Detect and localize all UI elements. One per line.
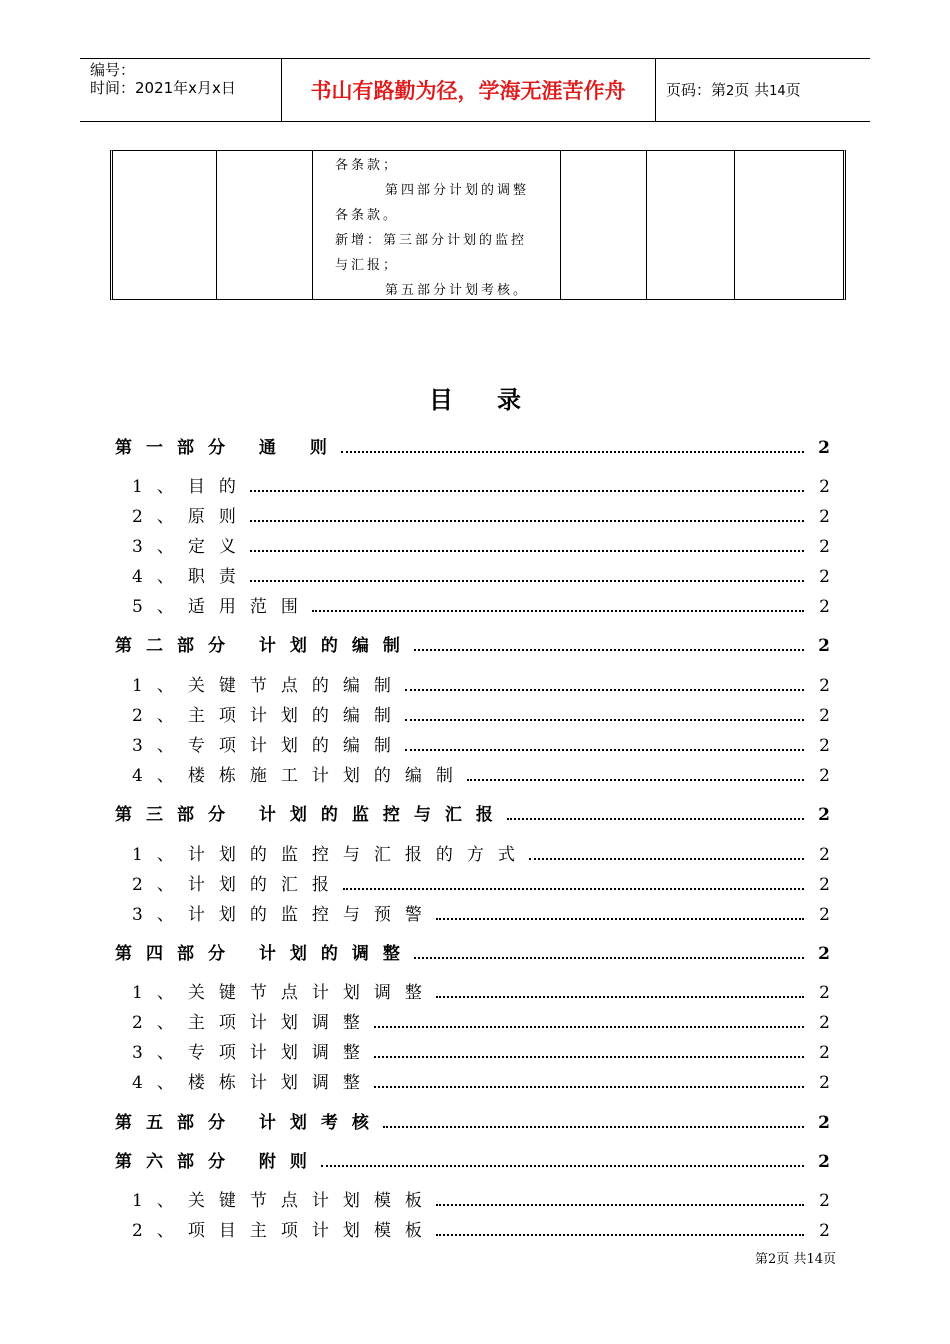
- toc-entry[interactable]: [115, 1039, 830, 1063]
- toc-leader: [467, 778, 804, 781]
- toc-entry-page: 2: [818, 636, 830, 656]
- toc-entry-part[interactable]: [115, 1109, 830, 1133]
- toc-entry-label: 2、原则: [132, 507, 250, 527]
- toc-entry-page: 2: [819, 1073, 830, 1093]
- cell-line: 各条款；: [335, 158, 400, 173]
- cell-line: 第五部分计划考核。: [385, 283, 530, 298]
- toc-leader: [250, 519, 804, 522]
- toc-entry-page: 2: [819, 597, 830, 617]
- toc-entry-label: 第三部分 计划的监控与汇报: [115, 805, 507, 825]
- toc-entry-label: 第一部分 通 则: [115, 438, 341, 458]
- table-column-line: [560, 151, 561, 299]
- toc-entry-part[interactable]: [115, 940, 830, 964]
- toc-entry-label: 第四部分 计划的调整: [115, 944, 414, 964]
- toc-entry-label: 2、主项计划的编制: [132, 706, 405, 726]
- footer-prefix: 第: [755, 1252, 769, 1267]
- toc-entry[interactable]: [115, 473, 830, 497]
- footer-page-num: 2: [768, 1252, 777, 1267]
- toc-leader: [321, 1164, 804, 1167]
- toc-entry-page: 2: [819, 1191, 830, 1211]
- toc-entry[interactable]: [115, 1217, 830, 1241]
- toc-leader: [405, 748, 804, 751]
- toc-entry[interactable]: [115, 593, 830, 617]
- toc-entry[interactable]: [115, 871, 830, 895]
- table-cell-changes: [335, 153, 551, 303]
- toc-leader: [343, 887, 804, 890]
- toc-leader: [507, 817, 804, 820]
- toc-entry-page: 2: [819, 507, 830, 527]
- toc-entry[interactable]: [115, 1187, 830, 1211]
- toc-leader: [383, 1125, 804, 1128]
- toc-entry-label: 4、楼栋施工计划的编制: [132, 766, 467, 786]
- toc-entry-page: 2: [819, 736, 830, 756]
- toc-entry-label: 4、楼栋计划调整: [132, 1073, 374, 1093]
- toc-entry[interactable]: [115, 1069, 830, 1093]
- page-total: 14: [769, 84, 786, 99]
- page-footer: [755, 1248, 836, 1267]
- toc-leader: [436, 917, 804, 920]
- toc-entry-page: 2: [818, 944, 830, 964]
- toc-entry-page: 2: [818, 1113, 830, 1133]
- toc-leader: [374, 1055, 804, 1058]
- cell-line: 第四部分计划的调整: [385, 183, 530, 198]
- toc-entry[interactable]: [115, 702, 830, 726]
- footer-total: 14: [806, 1252, 823, 1267]
- toc-entry-page: 2: [819, 845, 830, 865]
- toc-leader: [414, 956, 804, 959]
- toc-entry-label: 1、关键节点计划调整: [132, 983, 436, 1003]
- header-meta: [90, 61, 236, 97]
- toc-leader: [374, 1025, 804, 1028]
- toc-entry-page: 2: [818, 1152, 830, 1172]
- toc-entry-page: 2: [819, 1043, 830, 1063]
- toc-entry-label: 1、关键节点计划模板: [132, 1191, 436, 1211]
- revision-table: [110, 150, 846, 300]
- cell-line: 新增：第三部分计划的监控: [335, 233, 528, 248]
- toc-entry-label: 1、关键节点的编制: [132, 676, 405, 696]
- toc-entry-part[interactable]: [115, 434, 830, 458]
- page-label-suffix: 页: [785, 81, 801, 99]
- toc-entry-label: 第五部分 计划考核: [115, 1113, 383, 1133]
- document-code-label: 编号：: [90, 61, 136, 79]
- toc-entry-label: 第二部分 计划的编制: [115, 636, 414, 656]
- toc-entry-page: 2: [819, 706, 830, 726]
- toc-entry[interactable]: [115, 732, 830, 756]
- toc-entry-page: 2: [819, 905, 830, 925]
- toc-entry-label: 4、职责: [132, 567, 250, 587]
- toc-leader: [405, 718, 804, 721]
- toc-entry-label: 1、目的: [132, 477, 250, 497]
- toc-entry-label: 5、适用范围: [132, 597, 312, 617]
- toc-entry-part[interactable]: [115, 801, 830, 825]
- cell-line: 各条款。: [335, 208, 400, 223]
- toc-entry-page: 2: [818, 805, 830, 825]
- toc-leader: [341, 450, 804, 453]
- toc-leader: [529, 857, 804, 860]
- toc-entry-page: 2: [819, 537, 830, 557]
- toc-title: 目录: [429, 386, 565, 414]
- toc-entry[interactable]: [115, 979, 830, 1003]
- toc-entry-page: 2: [819, 983, 830, 1003]
- document-date: 时间：2021年x月x日: [90, 79, 236, 97]
- toc-leader: [414, 648, 804, 651]
- toc-leader: [250, 549, 804, 552]
- toc-entry-page: 2: [819, 875, 830, 895]
- toc-leader: [312, 609, 804, 612]
- toc-entry-page: 2: [819, 1221, 830, 1241]
- toc-entry[interactable]: [115, 563, 830, 587]
- toc-entry-label: 3、定义: [132, 537, 250, 557]
- toc-leader: [374, 1085, 804, 1088]
- header-page-number: [666, 79, 801, 100]
- page-label-mid: 页 共: [734, 81, 770, 99]
- table-column-line: [646, 151, 647, 299]
- cell-line: 与汇报；: [335, 258, 400, 273]
- toc-entry-page: 2: [819, 766, 830, 786]
- toc-entry-label: 第六部分 附则: [115, 1152, 321, 1172]
- toc-entry-part[interactable]: [115, 632, 830, 656]
- toc-leader: [436, 1233, 804, 1236]
- table-column-line: [216, 151, 217, 299]
- toc-entry-label: 2、项目主项计划模板: [132, 1221, 436, 1241]
- toc-leader: [436, 995, 804, 998]
- table-column-line: [734, 151, 735, 299]
- toc-entry[interactable]: [115, 533, 830, 557]
- toc-leader: [405, 688, 804, 691]
- toc-entry-label: 2、计划的汇报: [132, 875, 343, 895]
- toc-entry-page: 2: [819, 477, 830, 497]
- toc-entry[interactable]: [115, 672, 830, 696]
- toc-leader: [250, 489, 804, 492]
- toc-entry[interactable]: [115, 841, 830, 865]
- toc-entry-label: 3、专项计划调整: [132, 1043, 374, 1063]
- header-divider: [655, 59, 656, 121]
- toc-entry-page: 2: [819, 676, 830, 696]
- footer-suffix: 页: [822, 1252, 836, 1267]
- page-num: 2: [726, 84, 735, 99]
- toc-entry-label: 3、计划的监控与预警: [132, 905, 436, 925]
- toc-entry[interactable]: [115, 503, 830, 527]
- toc-entry-label: 1、计划的监控与汇报的方式: [132, 845, 529, 865]
- toc-entry-page: 2: [818, 438, 830, 458]
- toc-leader: [436, 1203, 804, 1206]
- header-motto: 书山有路勤为径，学海无涯苦作舟: [310, 79, 626, 103]
- toc-entry-page: 2: [819, 567, 830, 587]
- toc-entry[interactable]: [115, 1009, 830, 1033]
- toc-leader: [250, 579, 804, 582]
- toc-entry-label: 3、专项计划的编制: [132, 736, 405, 756]
- toc-entry-part[interactable]: [115, 1148, 830, 1172]
- toc-entry[interactable]: [115, 901, 830, 925]
- toc-entry[interactable]: [115, 762, 830, 786]
- table-column-line: [312, 151, 313, 299]
- page-header: [80, 58, 870, 122]
- toc-entry-label: 2、主项计划调整: [132, 1013, 374, 1033]
- toc-entry-page: 2: [819, 1013, 830, 1033]
- footer-mid: 页 共: [776, 1252, 807, 1267]
- page-label-prefix: 页码：第: [666, 81, 727, 99]
